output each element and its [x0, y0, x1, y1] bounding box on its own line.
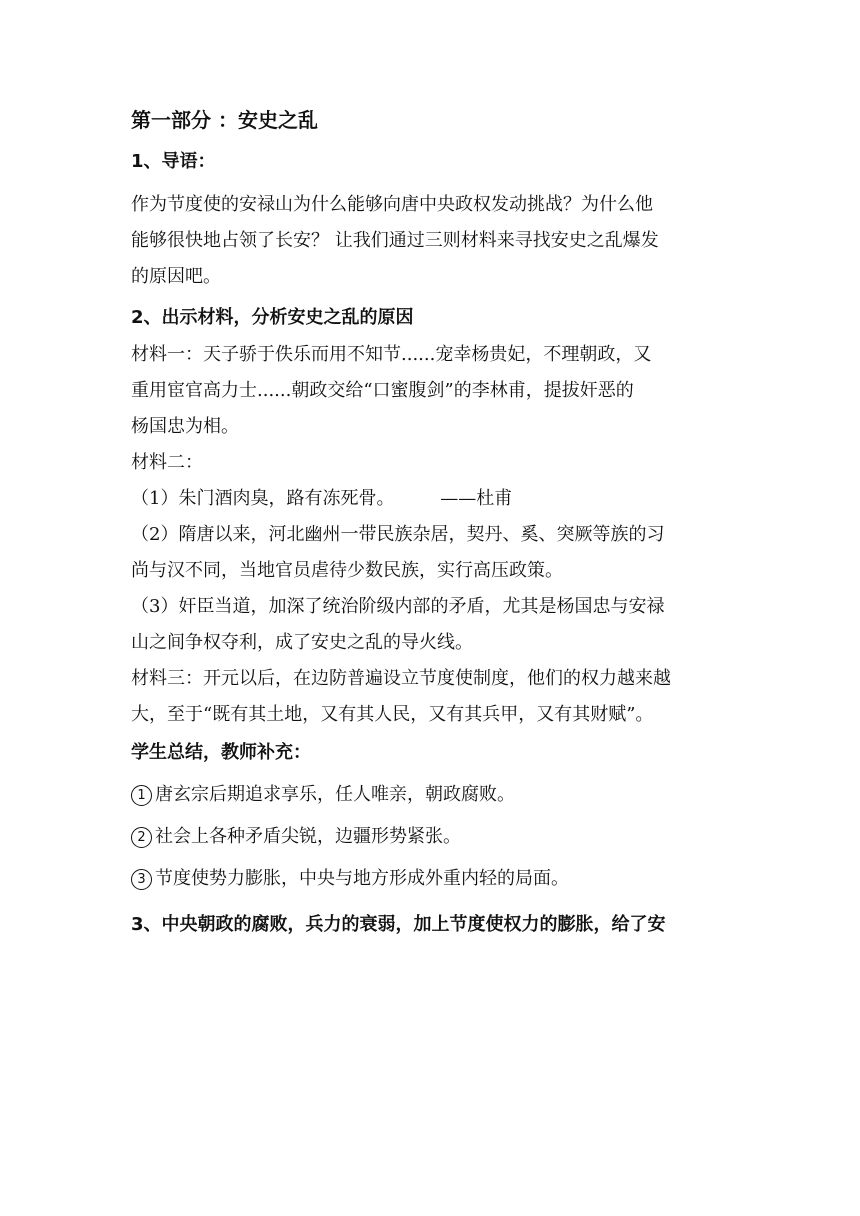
- material-1-line-2: 重用宦官高力士......朝政交给“口蜜腹剑”的李林甫，提拔奸恶的: [131, 380, 634, 401]
- summary-heading: 学生总结，教师补充：: [131, 742, 311, 763]
- circled-number: 2: [131, 827, 152, 848]
- summary-item: [131, 819, 731, 855]
- intro-line-3: 的原因吧。: [131, 266, 221, 287]
- material-1-line-1: 材料一：天子骄于佚乐而用不知节......宠幸杨贵妃，不理朝政，又: [131, 344, 652, 365]
- section-2-heading: 2、出示材料，分析安史之乱的原因: [131, 307, 414, 328]
- document-page: [131, 105, 731, 943]
- section-1-heading: 1、导语：: [131, 151, 216, 172]
- material-3-line-2: 大，至于“既有其土地，又有其人民，又有其兵甲，又有其财赋”。: [131, 704, 654, 725]
- material-2-item-3-line-1: （3）奸臣当道，加深了统治阶级内部的矛盾，尤其是杨国忠与安禄: [131, 596, 665, 617]
- summary-item: [131, 861, 731, 897]
- intro-line-1: 作为节度使的安禄山为什么能够向唐中央政权发动挑战？为什么他: [131, 194, 653, 215]
- circled-number: 3: [131, 869, 152, 890]
- material-2-item-1: （1）朱门酒肉臭，路有冻死骨。 ——杜甫: [131, 488, 513, 509]
- material-3-line-1: 材料三：开元以后，在边防普遍设立节度使制度，他们的权力越来越: [131, 668, 671, 689]
- material-2-item-2-line-1: （2）隋唐以来，河北幽州一带民族杂居，契丹、奚、突厥等族的习: [131, 524, 665, 545]
- summary-item-text: 社会上各种矛盾尖锐，边疆形势紧张。: [155, 826, 461, 847]
- summary-item-text: 唐玄宗后期追求享乐，任人唯亲，朝政腐败。: [155, 784, 515, 805]
- material-1: [131, 337, 731, 445]
- intro-line-2: 能够很快地占领了长安？ 让我们通过三则材料来寻找安史之乱爆发: [131, 230, 659, 251]
- summary-item-text: 节度使势力膨胀，中央与地方形成外重内轻的局面。: [155, 868, 569, 889]
- summary-item: [131, 777, 731, 813]
- part-title: 第一部分 ：安史之乱: [131, 108, 318, 132]
- circled-number: 1: [131, 785, 152, 806]
- section-3-heading: 3、中央朝政的腐败，兵力的衰弱，加上节度使权力的膨胀，给了安: [131, 914, 666, 935]
- intro-paragraph: [131, 187, 731, 295]
- summary-list: [131, 777, 731, 897]
- material-2-label: 材料二：: [131, 452, 203, 473]
- material-2-item-2-line-2: 尚与汉不同，当地官员虐待少数民族，实行高压政策。: [131, 560, 563, 581]
- material-1-line-3: 杨国忠为相。: [131, 416, 239, 437]
- material-3: [131, 661, 731, 733]
- material-2-item-3-line-2: 山之间争权夺利，成了安史之乱的导火线。: [131, 632, 473, 653]
- material-2: [131, 445, 731, 661]
